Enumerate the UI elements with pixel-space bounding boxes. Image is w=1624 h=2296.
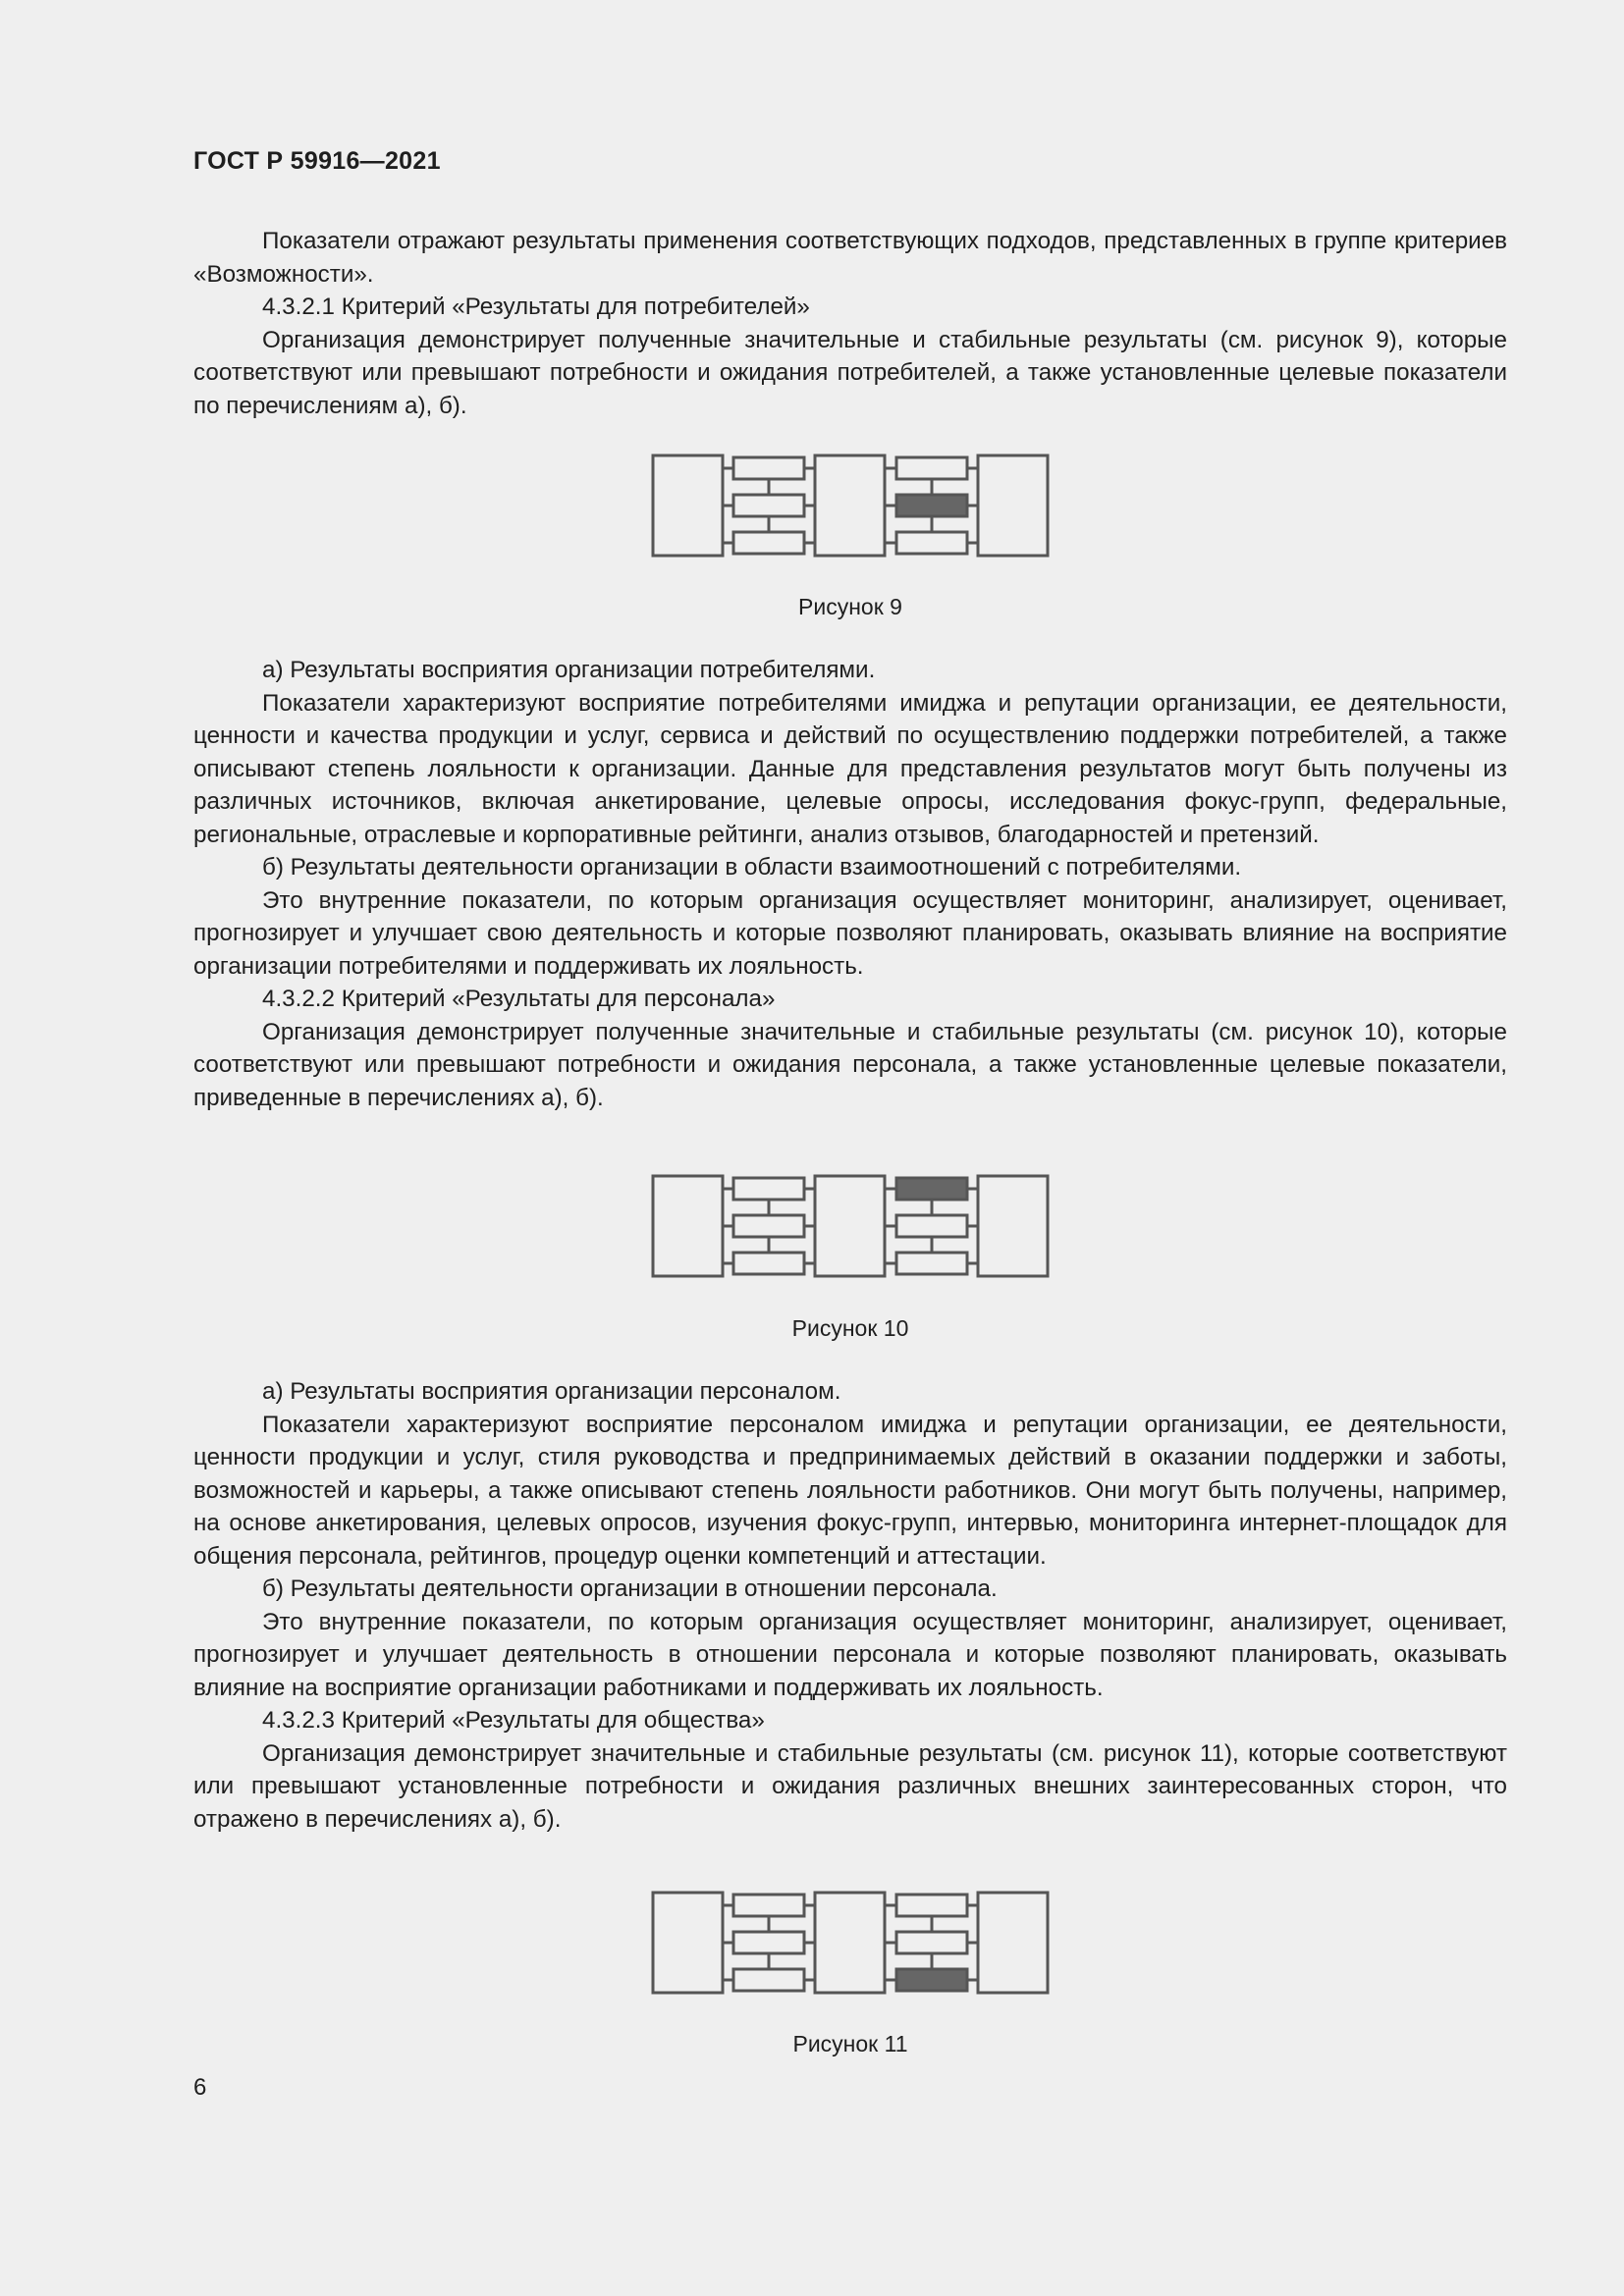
list-item-b: б) Результаты деятельности организации в области взаимоотношений с потребителями.	[262, 854, 1242, 881]
paragraph: Показатели отражают результаты применения соответствующих подходов, представленных в группе критериев «Возможности».	[193, 228, 1507, 288]
figure-10-caption: Рисунок 10	[791, 1315, 909, 1341]
figure-9-caption: Рисунок 9	[798, 594, 902, 619]
paragraph: Это внутренние показатели, по которым организация осуществляет мониторинг, анализирует, оценивает, прогнозирует и улучшает свою деятельность и которые позволяют планировать, оказывать влияние на восприятие организации потребителями и поддерживать их лояльность.	[193, 886, 1507, 980]
figure-11-caption: Рисунок 11	[792, 2031, 908, 2056]
document-header: ГОСТ Р 59916—2021	[193, 147, 441, 175]
section-heading: 4.3.2.1 Критерий «Результаты для потребителей»	[262, 294, 810, 320]
figure-11-diagram	[651, 1891, 1050, 1995]
figure-10-diagram	[651, 1174, 1050, 1278]
paragraph: Показатели характеризуют восприятие персоналом имиджа и репутации организации, ее деятельности, ценности продукции и услуг, стиля руководства и предпринимаемых действий в оказании поддержки и заботы, возможностей и карьеры, а также описывают степень лояльности работников. Они могут быть получены, например, на основе анкетирования, целевых опросов, изучения фокус-групп, интервью, мониторинга интернет-площадок для общения персонала, рейтингов, процедур оценки компетенций и аттестации.	[193, 1411, 1507, 1570]
paragraph: Организация демонстрирует полученные значительные и стабильные результаты (см. рисунок 9), которые соответствуют или превышают потребности и ожидания потребителей, а также установленные целевые показатели по перечислениям а), б).	[193, 326, 1507, 419]
section-heading: 4.3.2.3 Критерий «Результаты для общества»	[262, 1707, 765, 1734]
text-block-1	[193, 225, 1507, 422]
paragraph: Показатели характеризуют восприятие потребителями имиджа и репутации организации, ее деятельности, ценности и качества продукции и услуг, сервиса и действий по осуществлению поддержки потребителей, а также описывают степень лояльности к организации. Данные для представления результатов могут быть получены из различных источников, включая анкетирование, целевые опросы, исследования фокус-групп, федеральные, региональные, отраслевые и корпоративные рейтинги, анализ отзывов, благодарностей и претензий.	[193, 689, 1507, 848]
text-block-3	[193, 1375, 1507, 1836]
list-item-a: а) Результаты восприятия организации потребителями.	[262, 657, 876, 683]
page-number: 6	[193, 2074, 207, 2101]
paragraph: Это внутренние показатели, по которым организация осуществляет мониторинг, анализирует, оценивает, прогнозирует и улучшает деятельность в отношении персонала и которые позволяют планировать, оказывать влияние на восприятие организации работниками и поддерживать их лояльность.	[193, 1608, 1507, 1701]
list-item-b: б) Результаты деятельности организации в отношении персонала.	[262, 1575, 998, 1602]
figure-9-diagram	[651, 454, 1050, 558]
paragraph: Организация демонстрирует полученные значительные и стабильные результаты (см. рисунок 10), которые соответствуют или превышают потребности и ожидания персонала, а также установленные целевые показатели, приведенные в перечислениях а), б).	[193, 1018, 1507, 1111]
list-item-a: а) Результаты восприятия организации персоналом.	[262, 1378, 841, 1405]
paragraph: Организация демонстрирует значительные и стабильные результаты (см. рисунок 11), которые соответствуют или превышают установленные потребности и ожидания различных внешних заинтересованных сторон, что отражено в перечислениях а), б).	[193, 1739, 1507, 1833]
text-block-2	[193, 654, 1507, 1114]
section-heading: 4.3.2.2 Критерий «Результаты для персонала»	[262, 986, 776, 1012]
